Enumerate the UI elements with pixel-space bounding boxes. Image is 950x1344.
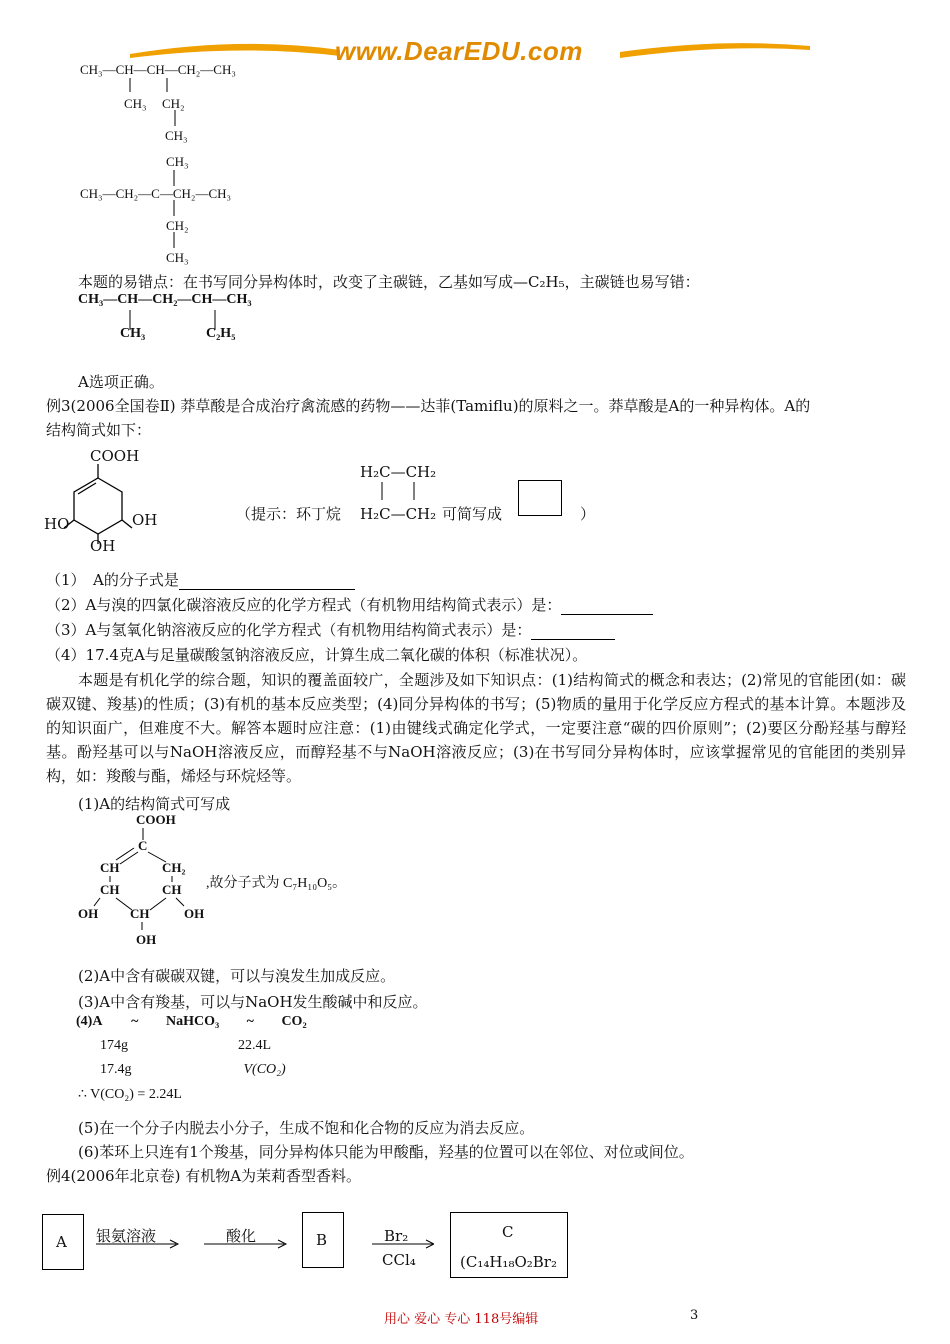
structure-3-branch-2: C₂H₅ bbox=[206, 326, 236, 341]
expanded-ch2-right: CH₂ bbox=[162, 860, 186, 875]
question-4: （4）17.4克A与足量碳酸氢钠溶液反应，计算生成二氧化碳的体积（标准状况）。 bbox=[46, 646, 588, 664]
calc-row-3: 17.4g V(CO₂) bbox=[100, 1062, 286, 1077]
molecule-a-cooh: COOH bbox=[90, 447, 140, 465]
structure-1-branch-1: CH₃ bbox=[124, 96, 147, 111]
hint-ring-bonds bbox=[360, 480, 440, 504]
formula-note: ,故分子式为 C₇H₁₀O₅。 bbox=[206, 876, 347, 891]
structure-1-branch-2: CH₂ bbox=[162, 96, 185, 111]
cyclobutane-square-icon bbox=[518, 480, 562, 516]
hint-suffix: 可简写成 bbox=[442, 505, 503, 523]
structure-3-branch-1: CH₃ bbox=[120, 326, 146, 341]
expanded-ch-bottom: CH bbox=[130, 906, 150, 921]
flow-c-formula: (C₁₄H₁₈O₂Br₂ bbox=[460, 1253, 557, 1271]
analysis-paragraph: 本题是有机化学的综合题，知识的覆盖面较广，全题涉及如下知识点：(1)结构简式的概念和表达；(2)常见的官能团(如：碳碳双键、羧基)的性质；(3)有机的基本反应类型；(4)同分异构体的书写；(5)物质的量用于化学反应方程式的基本计算。本题涉及的知识面广，但难度不大。解答本题时应注意：(1)由键线式确定化学式，一定要注意“碳的四价原则”；(2)要区分酚羟基与醇羟基。酚羟基可以与NaOH溶液反应，而醇羟基不与NaOH溶液反应；(3)在书写同分异构体时，应该掌握常见的官能团的类别异构，如：羧酸与酯，烯烃与环烷烃等。 bbox=[46, 671, 906, 785]
flow-label-b: B bbox=[316, 1231, 328, 1249]
structure-2-branch-1: CH₂ bbox=[166, 218, 189, 233]
answer-3: (3)A中含有羧基，可以与NaOH发生酸碱中和反应。 bbox=[78, 993, 428, 1011]
calc-row-4: ∴ V(CO₂) = 2.24L bbox=[78, 1087, 182, 1102]
a-correct-text: A选项正确。 bbox=[78, 373, 164, 391]
expanded-cooh: COOH bbox=[136, 812, 176, 827]
question-2: （2）A与溴的四氯化碳溶液反应的化学方程式（有机物用结构简式表示）是： bbox=[46, 595, 653, 615]
example-4: 例4(2006年北京卷) 有机物A为茉莉香型香料。 bbox=[46, 1167, 362, 1185]
page-number: 3 bbox=[690, 1308, 699, 1323]
hint-ring-bottom: H₂C—CH₂ bbox=[360, 505, 437, 523]
hint-prefix: （提示：环丁烷 bbox=[236, 505, 342, 523]
structure-2-branch-2: CH₃ bbox=[166, 250, 189, 265]
expanded-c: C bbox=[138, 838, 148, 853]
question-1: （1） A的分子式是 bbox=[46, 570, 355, 590]
structure-1-main: CH₃—CH—CH—CH₂—CH₃ bbox=[80, 62, 236, 77]
flow-label-c: C bbox=[502, 1223, 514, 1241]
structure-3-main: CH₃—CH—CH₂—CH—CH₃ bbox=[78, 292, 252, 307]
expanded-ch-left: CH bbox=[100, 860, 120, 875]
expanded-oh-right: OH bbox=[184, 906, 205, 921]
molecule-a-oh-bottom: OH bbox=[90, 537, 116, 555]
flow-reagent-bottom: CCl₄ bbox=[382, 1251, 416, 1269]
calc-row-2: 174g 22.4L bbox=[100, 1038, 272, 1053]
hint-close: ） bbox=[580, 505, 596, 523]
easy-mistake-text: 本题的易错点：在书写同分异构体时，改变了主碳链，乙基如写成—C₂H₅，主碳链也易写错： bbox=[78, 273, 700, 291]
example-3-line-1: 例3(2006全国卷Ⅱ) 莽草酸是合成治疗禽流感的药物——达菲(Tamiflu)的原料之一。莽草酸是A的一种异构体。A的 bbox=[46, 397, 811, 415]
molecule-a-ho-left: HO bbox=[44, 515, 70, 533]
flow-label-a: A bbox=[56, 1233, 67, 1251]
hint-ring-top: H₂C—CH₂ bbox=[360, 463, 437, 481]
structure-2-top: CH₃ bbox=[166, 154, 189, 169]
expanded-ch-mid-left: CH bbox=[100, 882, 120, 897]
expanded-oh-bottom: OH bbox=[136, 932, 157, 947]
answer-1-intro: (1)A的结构简式可写成 bbox=[78, 795, 231, 813]
calc-row-1: (4)A ~ NaHCO₃ ~ CO₂ bbox=[76, 1014, 307, 1029]
answer-2: (2)A中含有碳碳双键，可以与溴发生加成反应。 bbox=[78, 967, 396, 985]
example-3-line-2: 结构简式如下： bbox=[46, 421, 152, 439]
flow-step-1: 银氨溶液 bbox=[96, 1227, 157, 1245]
expanded-ch-mid-right: CH bbox=[162, 882, 182, 897]
structure-2-main: CH₃—CH₂—C—CH₂—CH₃ bbox=[80, 186, 232, 201]
flow-step-2: 酸化 bbox=[226, 1227, 257, 1245]
question-3: （3）A与氢氧化钠溶液反应的化学方程式（有机物用结构简式表示）是： bbox=[46, 620, 615, 640]
header-logo: www.DearEDU.com bbox=[335, 36, 583, 66]
molecule-a-oh-right: OH bbox=[132, 511, 158, 529]
expanded-oh-left: OH bbox=[78, 906, 99, 921]
footer-text: 用心 爱心 专心 118号编辑 bbox=[384, 1312, 539, 1327]
answer-5: (5)在一个分子内脱去小分子，生成不饱和化合物的反应为消去反应。 bbox=[78, 1119, 535, 1137]
answer-6: (6)苯环上只连有1个羧基，同分异构体只能为甲酸酯，羟基的位置可以在邻位、对位或间位。 bbox=[78, 1143, 694, 1161]
structure-3-bonds bbox=[78, 308, 278, 338]
structure-1-branch-3: CH₃ bbox=[165, 128, 188, 143]
flow-reagent-top: Br₂ bbox=[384, 1227, 409, 1245]
